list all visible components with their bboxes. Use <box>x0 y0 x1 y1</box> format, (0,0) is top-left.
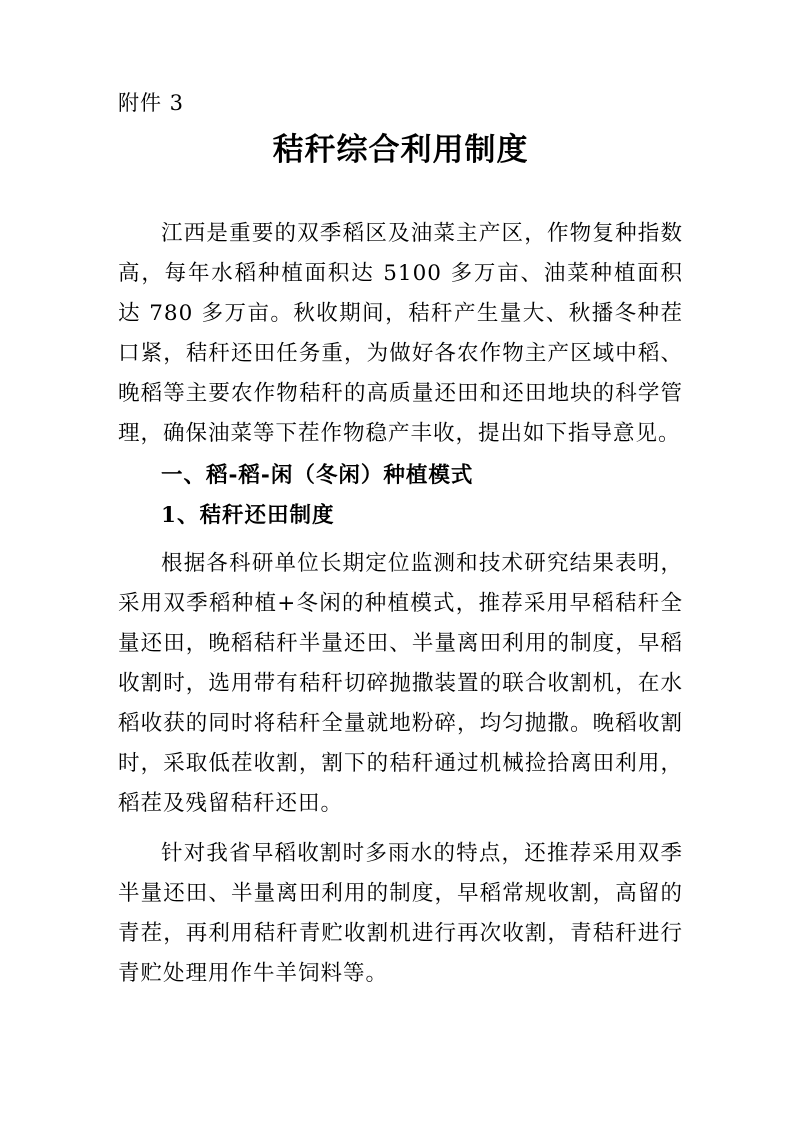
paragraph-rainy-season-recommendation: 针对我省早稻收割时多雨水的特点，还推荐采用双季半量还田、半量离田利用的制度，早稻常规收割，高留的青茬，再利用秸秆青贮收割机进行再次收割，青秸秆进行青贮处理用作牛羊饲料等。 <box>118 841 683 986</box>
subsection-heading-straw-return-system: 1、秸秆还田制度 <box>161 503 335 528</box>
document-title: 秸秆综合利用制度 <box>272 132 529 168</box>
paragraph-straw-return-detail: 根据各科研单位长期定位监测和技术研究结果表明，采用双季稻种植+冬闲的种植模式，推荐采用早稻秸秆全量还田，晚稻秸秆半量还田、半量离田利用的制度，早稻收割时，选用带有秸秆切碎抛撒装置的联合收割机，在水稻收获的同时将秸秆全量就地粉碎，均匀抛撒。晚稻收割时，采取低茬收割，割下的秸秆通过机械捡拾离田利用，稻茬及残留秸秆还田。 <box>118 551 683 816</box>
paragraph-intro: 江西是重要的双季稻区及油菜主产区，作物复种指数高，每年水稻种植面积达 5100 多万亩、油菜种植面积达 780 多万亩。秋收期间，秸秆产生量大、秋播冬种茬口紧，秸秆还田任务重，为做好各农作物主产区域中稻、晚稻等主要农作物秸秆的高质量还田和还田地块的科学管理，确保油菜等下茬作物稳产丰收，提出如下指导意见。 <box>118 221 683 446</box>
attachment-label: 附件 3 <box>118 91 185 115</box>
section-heading-planting-mode: 一、稻-稻-闲（冬闲）种植模式 <box>161 463 474 488</box>
